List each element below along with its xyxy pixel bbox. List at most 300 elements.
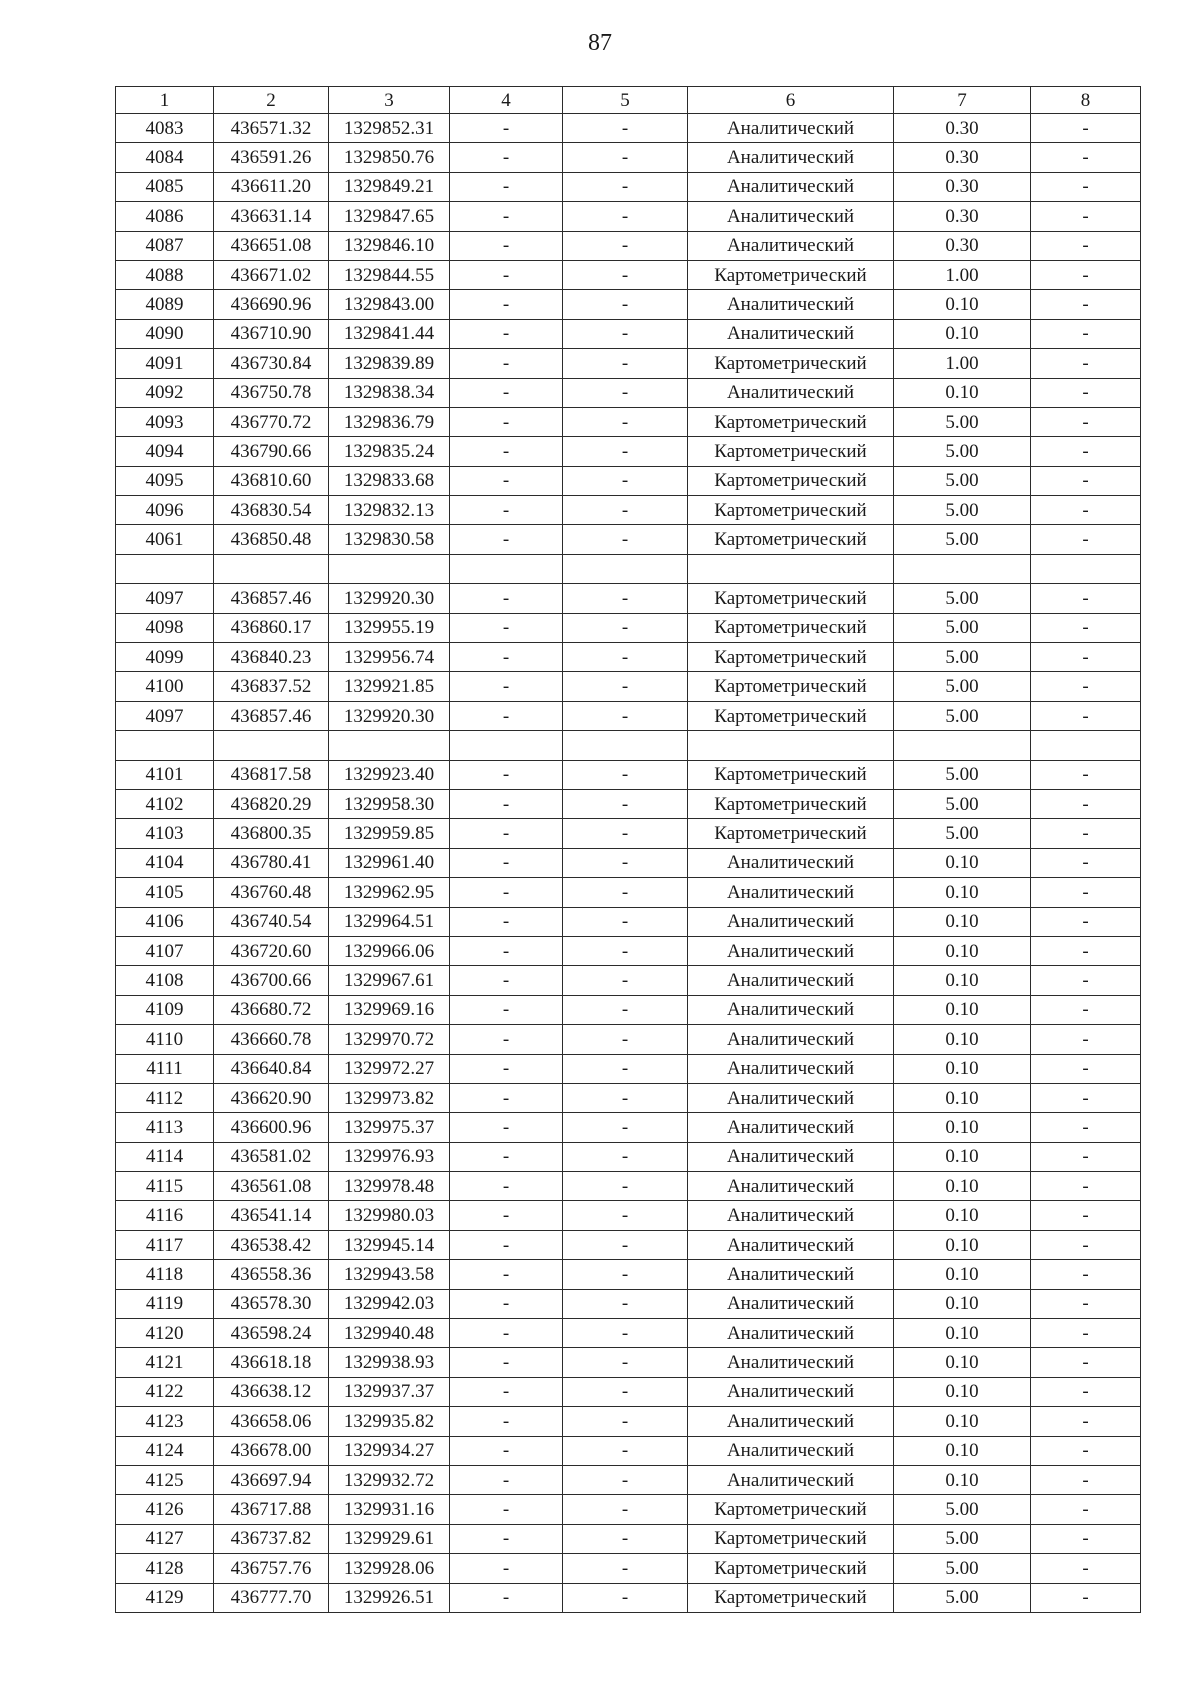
table-cell: - [1031, 496, 1141, 525]
table-cell: 1329943.58 [329, 1260, 450, 1289]
table-row [116, 378, 1141, 407]
table-cell: 5.00 [894, 701, 1031, 730]
table-cell [214, 554, 329, 583]
table-cell: 0.10 [894, 1436, 1031, 1465]
table-cell: 436817.58 [214, 760, 329, 789]
table-cell: Картометрический [688, 672, 894, 701]
table-cell: 1329955.19 [329, 613, 450, 642]
table-cell: 436697.94 [214, 1465, 329, 1494]
table-cell: - [450, 701, 563, 730]
table-cell: 4106 [116, 907, 214, 936]
table-cell: - [563, 1377, 688, 1406]
table-cell: 0.10 [894, 1142, 1031, 1171]
table-cell: - [563, 1465, 688, 1494]
table-cell: - [1031, 789, 1141, 818]
table-cell: Аналитический [688, 114, 894, 143]
table-cell: - [563, 437, 688, 466]
table-cell: Аналитический [688, 1230, 894, 1259]
column-header: 3 [329, 87, 450, 114]
table-cell: - [1031, 966, 1141, 995]
table-row [116, 290, 1141, 319]
table-cell: 4089 [116, 290, 214, 319]
table-cell: Аналитический [688, 143, 894, 172]
table-cell: 4123 [116, 1407, 214, 1436]
table-row [116, 613, 1141, 642]
table-cell: - [1031, 643, 1141, 672]
table-cell: 1329976.93 [329, 1142, 450, 1171]
table-cell: - [450, 1230, 563, 1259]
table-cell: 436800.35 [214, 819, 329, 848]
table-cell: - [563, 172, 688, 201]
table-cell: 436690.96 [214, 290, 329, 319]
table-cell: - [1031, 936, 1141, 965]
table-cell: 0.10 [894, 995, 1031, 1024]
table-cell: 4107 [116, 936, 214, 965]
table-cell: - [1031, 760, 1141, 789]
table-cell: 4128 [116, 1554, 214, 1583]
table-cell [688, 554, 894, 583]
table-cell [329, 731, 450, 760]
table-cell: 1329928.06 [329, 1554, 450, 1583]
table-cell: 1329958.30 [329, 789, 450, 818]
table-cell: 4117 [116, 1230, 214, 1259]
table-cell: - [1031, 1054, 1141, 1083]
table-row [116, 1201, 1141, 1230]
table-cell: - [563, 995, 688, 1024]
column-header: 1 [116, 87, 214, 114]
table-row [116, 1142, 1141, 1171]
table-cell: Картометрический [688, 819, 894, 848]
table-cell: - [1031, 1524, 1141, 1553]
table-cell: 1329839.89 [329, 349, 450, 378]
table-row [116, 1377, 1141, 1406]
table-cell: 1329962.95 [329, 878, 450, 907]
table-cell: 436790.66 [214, 437, 329, 466]
table-cell: 5.00 [894, 760, 1031, 789]
table-cell: 436558.36 [214, 1260, 329, 1289]
table-cell: 1329934.27 [329, 1436, 450, 1465]
table-cell: - [450, 1583, 563, 1612]
column-header: 2 [214, 87, 329, 114]
table-cell: - [1031, 584, 1141, 613]
table-cell: 0.10 [894, 1113, 1031, 1142]
table-cell: 4121 [116, 1348, 214, 1377]
table-cell: 4088 [116, 260, 214, 289]
table-cell: 436600.96 [214, 1113, 329, 1142]
table-cell: - [563, 407, 688, 436]
table-cell: 436857.46 [214, 584, 329, 613]
separator-row [116, 554, 1141, 583]
table-cell: 5.00 [894, 613, 1031, 642]
table-row [116, 672, 1141, 701]
table-cell: 1329956.74 [329, 643, 450, 672]
table-cell: - [1031, 407, 1141, 436]
table-cell: 4097 [116, 584, 214, 613]
table-cell: 1329931.16 [329, 1495, 450, 1524]
table-cell: 4108 [116, 966, 214, 995]
table-cell [116, 731, 214, 760]
table-cell: 0.10 [894, 1054, 1031, 1083]
table-cell: - [1031, 672, 1141, 701]
table-cell: - [563, 1524, 688, 1553]
table-row [116, 701, 1141, 730]
table-cell: - [450, 202, 563, 231]
table-cell: 5.00 [894, 1583, 1031, 1612]
table-cell: 1329978.48 [329, 1172, 450, 1201]
table-cell: 1329923.40 [329, 760, 450, 789]
table-cell: - [1031, 143, 1141, 172]
table-cell: 4119 [116, 1289, 214, 1318]
table-cell: Картометрический [688, 525, 894, 554]
table-cell: Картометрический [688, 466, 894, 495]
table-cell: 1.00 [894, 349, 1031, 378]
separator-row [116, 731, 1141, 760]
table-cell: 4103 [116, 819, 214, 848]
table-cell: - [450, 172, 563, 201]
column-header: 7 [894, 87, 1031, 114]
table-cell: 436651.08 [214, 231, 329, 260]
table-cell: Аналитический [688, 1377, 894, 1406]
table-cell: 436740.54 [214, 907, 329, 936]
table-cell: 1329935.82 [329, 1407, 450, 1436]
table-cell: - [1031, 1465, 1141, 1494]
table-row [116, 1260, 1141, 1289]
table-cell: 1329843.00 [329, 290, 450, 319]
table-cell: Картометрический [688, 1583, 894, 1612]
table-row [116, 1583, 1141, 1612]
table-cell: - [563, 848, 688, 877]
table-cell: - [1031, 907, 1141, 936]
table-cell: - [1031, 1348, 1141, 1377]
table-body [116, 114, 1141, 1613]
table-cell: 5.00 [894, 466, 1031, 495]
table-cell: - [1031, 231, 1141, 260]
table-cell: 1329980.03 [329, 1201, 450, 1230]
table-cell: 5.00 [894, 1554, 1031, 1583]
table-cell: Картометрический [688, 613, 894, 642]
table-cell: - [450, 848, 563, 877]
table-cell: - [563, 1289, 688, 1318]
table-cell: 5.00 [894, 525, 1031, 554]
table-cell: 1329973.82 [329, 1083, 450, 1112]
table-row [116, 1554, 1141, 1583]
table-cell: 1329847.65 [329, 202, 450, 231]
table-cell [563, 554, 688, 583]
table-cell: 4112 [116, 1083, 214, 1112]
table-cell: 4105 [116, 878, 214, 907]
table-cell: Аналитический [688, 1054, 894, 1083]
table-cell: Аналитический [688, 1465, 894, 1494]
table-cell: 0.10 [894, 1025, 1031, 1054]
table-cell: - [1031, 1554, 1141, 1583]
table-cell: 0.10 [894, 1201, 1031, 1230]
table-cell: 1.00 [894, 260, 1031, 289]
table-cell: - [563, 290, 688, 319]
table-cell: 4084 [116, 143, 214, 172]
table-cell: - [563, 525, 688, 554]
table-cell [894, 554, 1031, 583]
table-cell: - [450, 1260, 563, 1289]
table-cell: Картометрический [688, 1554, 894, 1583]
table-cell: - [563, 966, 688, 995]
table-cell: 4102 [116, 789, 214, 818]
table-cell: 0.30 [894, 202, 1031, 231]
table-cell: 1329972.27 [329, 1054, 450, 1083]
table-cell: 0.10 [894, 966, 1031, 995]
table-cell: - [563, 1436, 688, 1465]
table-cell: Аналитический [688, 878, 894, 907]
table-cell: 4127 [116, 1524, 214, 1553]
table-cell: Аналитический [688, 1142, 894, 1171]
table-cell: - [1031, 1319, 1141, 1348]
table-row [116, 1319, 1141, 1348]
table-cell: 0.10 [894, 1465, 1031, 1494]
table-cell: - [1031, 290, 1141, 319]
table-row [116, 1025, 1141, 1054]
table-cell: 0.10 [894, 1289, 1031, 1318]
table-row [116, 819, 1141, 848]
table-row [116, 1524, 1141, 1553]
table-cell: Аналитический [688, 1260, 894, 1289]
table-row [116, 1054, 1141, 1083]
column-header: 8 [1031, 87, 1141, 114]
table-row [116, 878, 1141, 907]
table-row [116, 496, 1141, 525]
table-cell: Картометрический [688, 584, 894, 613]
table-cell: - [563, 643, 688, 672]
table-cell: 1329920.30 [329, 584, 450, 613]
table-cell: - [563, 466, 688, 495]
table-cell: - [1031, 378, 1141, 407]
table-cell: 436710.90 [214, 319, 329, 348]
table-cell: - [563, 349, 688, 378]
table-cell: 0.10 [894, 290, 1031, 319]
table-cell: - [450, 290, 563, 319]
table-cell: 0.10 [894, 1230, 1031, 1259]
table-cell: 1329975.37 [329, 1113, 450, 1142]
table-row [116, 966, 1141, 995]
table-cell: 4120 [116, 1319, 214, 1348]
table-row [116, 1436, 1141, 1465]
table-cell [450, 731, 563, 760]
table-cell: - [563, 584, 688, 613]
table-cell: 4116 [116, 1201, 214, 1230]
table-cell: - [563, 760, 688, 789]
table-cell: 1329833.68 [329, 466, 450, 495]
table-row [116, 1172, 1141, 1201]
table-cell: - [450, 1436, 563, 1465]
table-cell: 1329942.03 [329, 1289, 450, 1318]
column-header: 4 [450, 87, 563, 114]
table-cell: - [563, 1083, 688, 1112]
table-cell: Аналитический [688, 1289, 894, 1318]
table-row [116, 995, 1141, 1024]
coordinates-table [115, 86, 1141, 1613]
table-cell: - [1031, 1495, 1141, 1524]
table-cell: - [563, 1495, 688, 1524]
table-cell: 5.00 [894, 789, 1031, 818]
table-cell: 4094 [116, 437, 214, 466]
table-cell: Аналитический [688, 1319, 894, 1348]
table-cell: Картометрический [688, 496, 894, 525]
table-cell: - [450, 1054, 563, 1083]
table-cell: Аналитический [688, 1025, 894, 1054]
table-cell: Картометрический [688, 643, 894, 672]
table-cell: - [450, 672, 563, 701]
table-cell: 4083 [116, 114, 214, 143]
table-cell: 436678.00 [214, 1436, 329, 1465]
table-cell: 1329961.40 [329, 848, 450, 877]
table-cell: Аналитический [688, 995, 894, 1024]
table-cell: - [450, 1554, 563, 1583]
table-cell: - [450, 378, 563, 407]
table-cell: 436578.30 [214, 1289, 329, 1318]
table-cell: 4122 [116, 1377, 214, 1406]
table-cell: 4092 [116, 378, 214, 407]
table-cell: - [1031, 1201, 1141, 1230]
table-row [116, 172, 1141, 201]
table-cell: 436830.54 [214, 496, 329, 525]
table-cell: 4113 [116, 1113, 214, 1142]
table-cell: 1329945.14 [329, 1230, 450, 1259]
table-cell: - [450, 584, 563, 613]
table-cell: 4096 [116, 496, 214, 525]
table-cell: - [563, 1554, 688, 1583]
table-cell: - [450, 1377, 563, 1406]
table-cell [116, 554, 214, 583]
table-cell: - [563, 1113, 688, 1142]
table-cell: - [450, 1319, 563, 1348]
table-cell [894, 731, 1031, 760]
table-row [116, 643, 1141, 672]
table-cell: 1329835.24 [329, 437, 450, 466]
table-cell: 4109 [116, 995, 214, 1024]
table-cell: - [563, 1260, 688, 1289]
table-cell: Аналитический [688, 966, 894, 995]
table-cell: 1329938.93 [329, 1348, 450, 1377]
table-cell: - [1031, 848, 1141, 877]
table-cell: 0.10 [894, 1083, 1031, 1112]
table-cell: 436750.78 [214, 378, 329, 407]
table-cell: 1329850.76 [329, 143, 450, 172]
table-cell: Аналитический [688, 936, 894, 965]
table-cell: 4129 [116, 1583, 214, 1612]
table-cell: Аналитический [688, 1083, 894, 1112]
table-cell: 436840.23 [214, 643, 329, 672]
table-cell: 1329921.85 [329, 672, 450, 701]
table-cell: 5.00 [894, 584, 1031, 613]
table-cell: - [563, 672, 688, 701]
table-cell: 436631.14 [214, 202, 329, 231]
table-cell: 436598.24 [214, 1319, 329, 1348]
table-cell: 0.10 [894, 1260, 1031, 1289]
table-cell: - [450, 1465, 563, 1494]
table-cell: - [563, 1201, 688, 1230]
table-cell: - [450, 231, 563, 260]
table-cell: 0.30 [894, 114, 1031, 143]
table-cell [688, 731, 894, 760]
table-cell: Картометрический [688, 260, 894, 289]
table-row [116, 1465, 1141, 1494]
table-cell: 4085 [116, 172, 214, 201]
table-cell: 1329937.37 [329, 1377, 450, 1406]
table-cell: 436638.12 [214, 1377, 329, 1406]
table-row [116, 437, 1141, 466]
table-cell: 436717.88 [214, 1495, 329, 1524]
table-cell: - [563, 1172, 688, 1201]
table-cell: - [1031, 1083, 1141, 1112]
table-cell [563, 731, 688, 760]
table-cell: 0.10 [894, 1319, 1031, 1348]
table-cell: Аналитический [688, 202, 894, 231]
table-cell: Картометрический [688, 760, 894, 789]
table-cell: - [563, 878, 688, 907]
table-cell: 4095 [116, 466, 214, 495]
table-row [116, 1495, 1141, 1524]
table-row [116, 143, 1141, 172]
table-cell: - [450, 1407, 563, 1436]
table-cell: 436777.70 [214, 1583, 329, 1612]
table-cell: 436611.20 [214, 172, 329, 201]
table-cell: 4124 [116, 1436, 214, 1465]
table-cell: - [1031, 1142, 1141, 1171]
table-cell: 1329967.61 [329, 966, 450, 995]
table-cell: Аналитический [688, 378, 894, 407]
table-cell: Картометрический [688, 437, 894, 466]
table-cell: Аналитический [688, 319, 894, 348]
table-cell: 4114 [116, 1142, 214, 1171]
table-cell [329, 554, 450, 583]
table-cell: - [1031, 1289, 1141, 1318]
table-cell: - [450, 437, 563, 466]
table-cell: 436581.02 [214, 1142, 329, 1171]
table-cell: 436538.42 [214, 1230, 329, 1259]
table-cell: - [563, 260, 688, 289]
table-row [116, 789, 1141, 818]
table-cell [450, 554, 563, 583]
table-cell: 436820.29 [214, 789, 329, 818]
table-cell: - [1031, 319, 1141, 348]
table-cell: - [1031, 701, 1141, 730]
column-header: 6 [688, 87, 894, 114]
table-cell: - [1031, 1583, 1141, 1612]
table-cell: 4086 [116, 202, 214, 231]
table-cell: 0.10 [894, 936, 1031, 965]
table-cell: - [563, 496, 688, 525]
table-cell: - [1031, 1025, 1141, 1054]
table-row [116, 1230, 1141, 1259]
table-cell: 4061 [116, 525, 214, 554]
table-cell: 436658.06 [214, 1407, 329, 1436]
table-cell: 0.30 [894, 172, 1031, 201]
table-cell: - [450, 1083, 563, 1112]
table-cell: 0.10 [894, 1377, 1031, 1406]
table-cell [1031, 554, 1141, 583]
table-cell: 436780.41 [214, 848, 329, 877]
table-row [116, 319, 1141, 348]
table-cell: 0.10 [894, 907, 1031, 936]
table-cell: 436700.66 [214, 966, 329, 995]
table-cell: 5.00 [894, 672, 1031, 701]
table-cell: 5.00 [894, 1495, 1031, 1524]
table-cell: Аналитический [688, 172, 894, 201]
table-cell [214, 731, 329, 760]
table-cell: - [563, 319, 688, 348]
table-cell: 436671.02 [214, 260, 329, 289]
table-cell: 1329830.58 [329, 525, 450, 554]
table-cell: 436620.90 [214, 1083, 329, 1112]
table-row [116, 349, 1141, 378]
